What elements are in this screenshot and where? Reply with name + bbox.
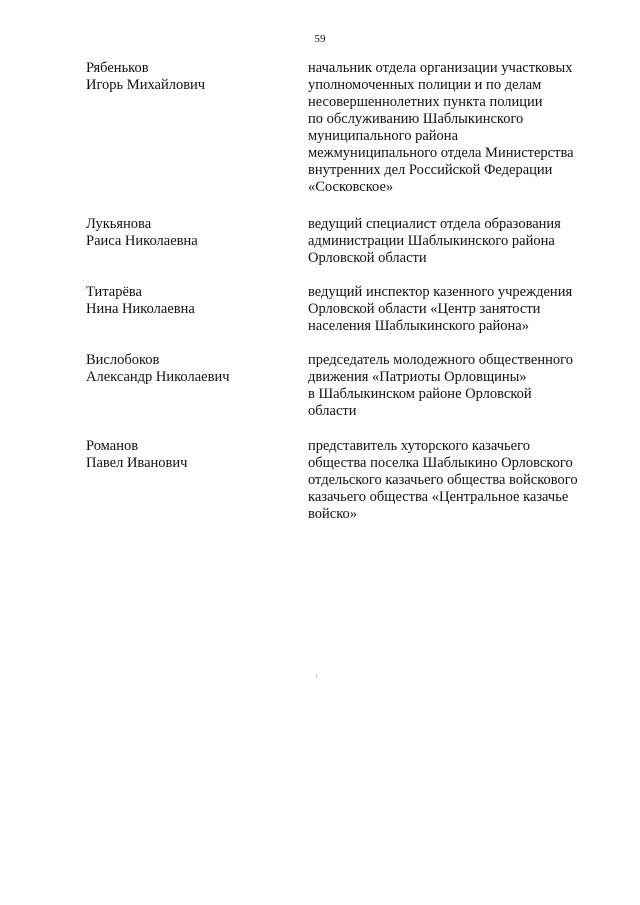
position-line: внутренних дел Российской Федерации <box>308 162 553 178</box>
member-position <box>308 284 596 335</box>
member-list <box>86 60 596 543</box>
page-number: 59 <box>314 33 326 45</box>
member-surname: Романов <box>86 438 139 454</box>
member-entry <box>86 216 596 267</box>
member-name <box>86 60 308 196</box>
member-given-name: Раиса Николаевна <box>86 233 198 249</box>
member-position <box>308 216 596 267</box>
member-given-name: Нина Николаевна <box>86 301 195 317</box>
position-line: области <box>308 403 357 419</box>
member-entry <box>86 60 596 196</box>
position-line: в Шаблыкинском районе Орловской <box>308 386 532 402</box>
member-name <box>86 438 308 523</box>
position-line: казачьего общества «Центральное казачье <box>308 489 569 505</box>
position-line: председатель молодежного общественного <box>308 352 573 368</box>
member-given-name: Павел Иванович <box>86 455 188 471</box>
member-name <box>86 284 308 335</box>
member-entry <box>86 438 596 523</box>
position-line: начальник отдела организации участковых <box>308 60 573 76</box>
member-given-name: Александр Николаевич <box>86 369 230 385</box>
member-position <box>308 352 596 420</box>
member-position <box>308 60 596 196</box>
position-line: ведущий инспектор казенного учреждения <box>308 284 573 300</box>
position-line: «Сосковское» <box>308 179 394 195</box>
member-surname: Вислобоков <box>86 352 160 368</box>
position-line: войско» <box>308 506 358 522</box>
member-surname: Рябеньков <box>86 60 149 76</box>
position-line: Орловской области «Центр занятости <box>308 301 541 317</box>
member-given-name: Игорь Михайлович <box>86 77 206 93</box>
position-line: межмуниципального отдела Министерства <box>308 145 574 161</box>
position-line: по обслуживанию Шаблыкинского <box>308 111 524 127</box>
position-line: представитель хуторского казачьего <box>308 438 530 454</box>
position-line: Орловской области <box>308 250 427 266</box>
position-line: ведущий специалист отдела образования <box>308 216 561 232</box>
member-surname: Титарёва <box>86 284 142 300</box>
member-entry <box>86 284 596 335</box>
position-line: уполномоченных полиции и по делам <box>308 77 542 93</box>
position-line: администрации Шаблыкинского района <box>308 233 555 249</box>
scan-speck <box>316 674 317 677</box>
member-name <box>86 352 308 420</box>
position-line: отдельского казачьего общества войскового <box>308 472 578 488</box>
position-line: населения Шаблыкинского района» <box>308 318 529 334</box>
position-line: несовершеннолетних пункта полиции <box>308 94 543 110</box>
position-line: общества поселка Шаблыкино Орловского <box>308 455 573 471</box>
member-entry <box>86 352 596 420</box>
member-name <box>86 216 308 267</box>
member-surname: Лукьянова <box>86 216 152 232</box>
position-line: муниципального района <box>308 128 458 144</box>
position-line: движения «Патриоты Орловщины» <box>308 369 527 385</box>
member-position <box>308 438 596 523</box>
